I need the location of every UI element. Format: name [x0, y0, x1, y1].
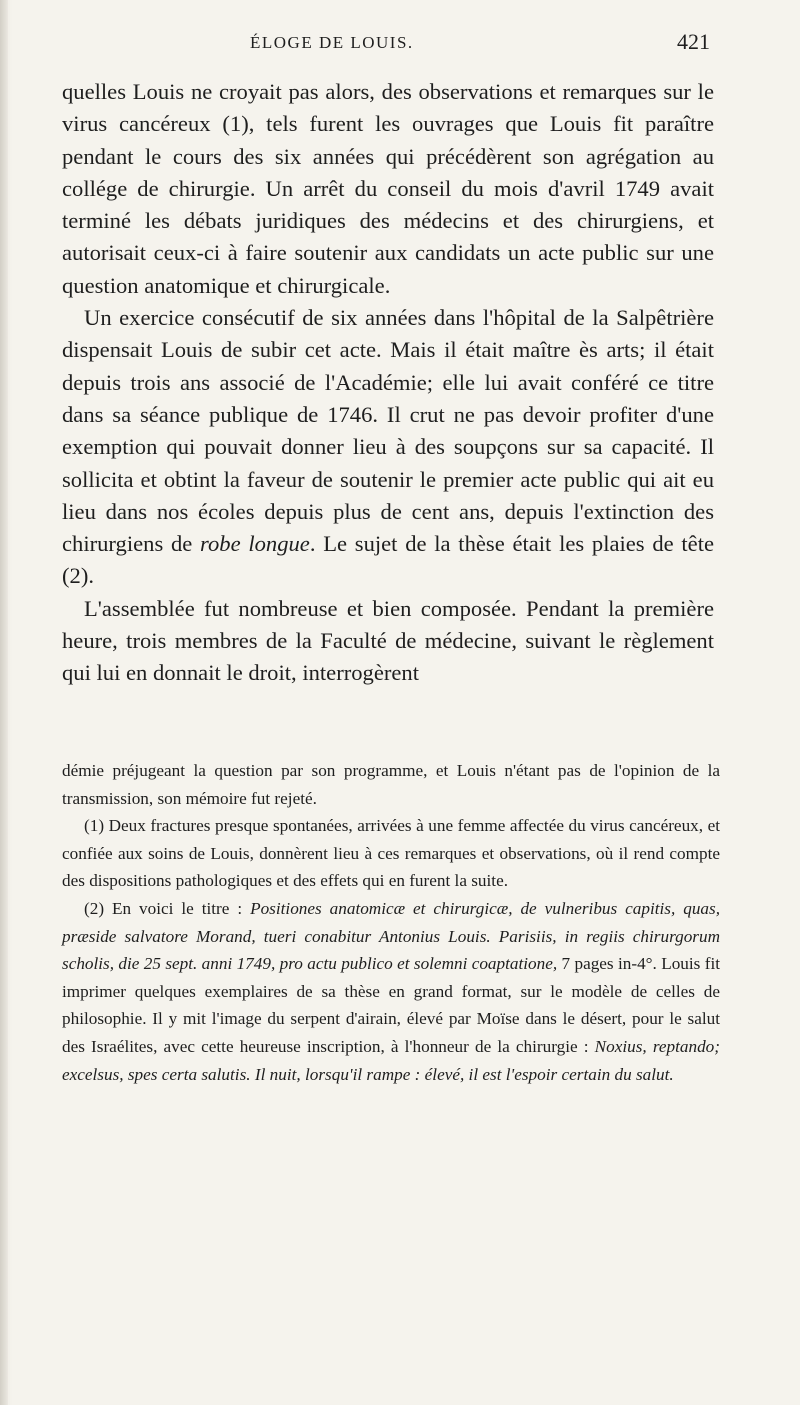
footnote-2-body: 7 pages in-4°. Louis fit imprimer quelques exemplaires de sa thèse en grand format, sur le modèle de celles de philosophie. Il y mit l'image du serpent d'airain, élevé par Moïse dans le désert, pour le salut des Israélites, avec cette heureuse inscription, à l'honneur de la chirurgie : [62, 954, 720, 1056]
paragraph-continuation: quelles Louis ne croyait pas alors, des observations et remarques sur le virus cancéreux (1), tels furent les ouvrages que Louis fit paraître pendant le cours des six années qui précédèrent son agrégation au collége de chirurgie. Un arrêt du conseil du mois d'avril 1749 avait terminé les débats juridiques des médecins et des chirurgiens, et autorisait ceux-ci à faire soutenir aux candidats un acte public sur une question anatomique et chirurgicale. [62, 79, 714, 298]
running-head [70, 29, 710, 59]
paragraph-exercise [62, 302, 714, 593]
binding-shadow [0, 0, 8, 1405]
footnote-2-intro: (2) En voici le titre : [84, 898, 251, 918]
footnote-2-motto: Noxius, reptando; excelsus, spes certa salutis. Il nuit, lorsqu'il rampe : élevé, il est l'espoir certain du salut. [62, 1036, 720, 1084]
paragraph-exercise-end: . Le sujet de la thèse était les plaies de tête (2). [62, 531, 715, 589]
paragraph-exercise-text: Un exercice consécutif de six années dans l'hôpital de la Salpêtrière dispensait Louis de subir cet acte. Mais il était maître ès arts; il était depuis trois ans associé de l'Académie; elle lui avait conféré ce titre dans sa séance publique de 1746. Il crut ne pas devoir profiter d'une exemption qui pouvait donner lieu à des soupçons sur sa capacité. Il sollicita et obtint la faveur de soutenir le premier acte public qui ait eu lieu dans nos écoles depuis plus de cent ans, depuis l'extinction des chirurgiens de [62, 305, 714, 557]
running-title: ÉLOGE DE LOUIS. [250, 33, 414, 52]
footnotes [62, 757, 720, 1088]
paragraph-assembly: L'assemblée fut nombreuse et bien composée. Pendant la première heure, trois membres de la Faculté de médecine, suivant le règlement qui lui en donnait le droit, interrogèrent [62, 595, 714, 686]
page-number: 421 [677, 29, 710, 54]
footnote-1: (1) Deux fractures presque spontanées, arrivées à une femme affectée du virus cancéreux, et confiée aux soins de Louis, donnèrent lieu à ces remarques et observations, où il rend compte des dispositions pathologiques et des effets qui en furent la suite. [62, 816, 720, 891]
main-text [62, 76, 714, 690]
footnote-continuation: démie préjugeant la question par son programme, et Louis n'étant pas de l'opinion de la transmission, son mémoire fut rejeté. [62, 761, 720, 808]
footnote-2 [62, 895, 720, 1088]
footnote-2-latin-title: Positiones anatomicæ et chirurgicæ, de vulneribus capitis, quas, præside salvatore Morand, tueri conabitur Antonius Louis. Parisiis, in regiis chirurgorum scholis, die 25 sept. anni 1749, pro actu publico et solemni coaptatione, [62, 898, 720, 974]
robe-longue-italic: robe longue [200, 531, 310, 557]
